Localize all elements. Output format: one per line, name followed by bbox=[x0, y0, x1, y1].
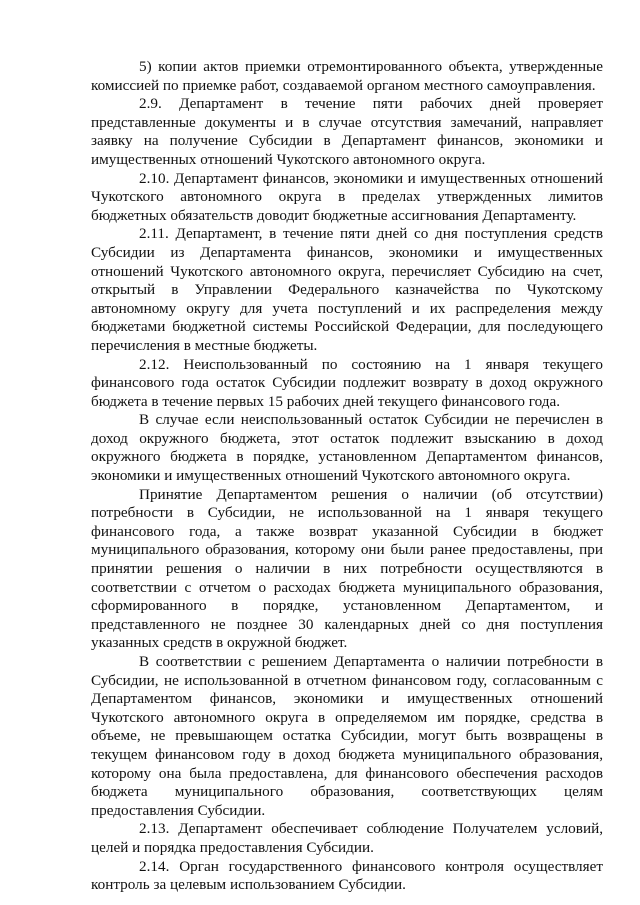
paragraph-2-11: 2.11. Департамент, в течение пяти дней со дня поступления средств Субсидии из Департамента финансов, экономики и имущественных отношений Чукотского автономного округа, перечисляет Субсидию на счет, открытый в Управлении Федерального казначейства по Чукотскому автономному округу для учета поступлений и их распределения между бюджетами бюджетной системы Российской Федерации, для последующего перечисления в местные бюджеты. bbox=[91, 225, 603, 354]
paragraph-2-13: 2.13. Департамент обеспечивает соблюдение Получателем условий, целей и порядка предоставления Субсидии. bbox=[91, 820, 603, 856]
paragraph-need-decision: Принятие Департаментом решения о наличии (об отсутствии) потребности в Субсидии, не использованной на 1 января текущего финансового года, а также возврат указанной Субсидии в бюджет муниципального образования, которому они были ранее предоставлены, при принятии решения о наличии в них потребности осуществляются в соответствии с отчетом о расходах бюджета муниципального образования, сформированного в порядке, установленном Департаментом, и представленного не позднее 30 календарных дней со дня поступления указанных средств в окружной бюджет. bbox=[91, 485, 603, 652]
document-page bbox=[91, 58, 603, 895]
paragraph-item-5-copies-acts: 5) копии актов приемки отремонтированного объекта, утвержденные комиссией по приемке работ, создаваемой органом местного самоуправления. bbox=[91, 58, 603, 94]
paragraph-2-10: 2.10. Департамент финансов, экономики и имущественных отношений Чукотского автономного округа в пределах утвержденных лимитов бюджетных обязательств доводит бюджетные ассигнования Департаменту. bbox=[91, 169, 603, 224]
paragraph-return-funds: В соответствии с решением Департамента о наличии потребности в Субсидии, не использованной в отчетном финансовом году, согласованным с Департаментом финансов, экономики и имущественных отношений Чукотского автономного округа в определяемом им порядке, средства в объеме, не превышающем остатка Субсидии, могут быть возвращены в текущем финансовом году в доход бюджета муниципального образования, которому она была предоставлена, для финансового обеспечения расходов бюджета муниципального образования, соответствующих целям предоставления Субсидии. bbox=[91, 653, 603, 819]
paragraph-2-14: 2.14. Орган государственного финансового контроля осуществляет контроль за целевым использованием Субсидии. bbox=[91, 857, 603, 894]
paragraph-unreturned-balance: В случае если неиспользованный остаток Субсидии не перечислен в доход окружного бюджета, этот остаток подлежит взысканию в доход окружного бюджета в порядке, установленном Департаментом финансов, экономики и имущественных отношений Чукотского автономного округа. bbox=[91, 411, 603, 485]
paragraph-2-9: 2.9. Департамент в течение пяти рабочих дней проверяет представленные документы и в случае отсутствия замечаний, направляет заявку на получение Субсидии в Департамент финансов, экономики и имущественных отношений Чукотского автономного округа. bbox=[91, 95, 603, 168]
paragraph-2-12: 2.12. Неиспользованный по состоянию на 1 января текущего финансового года остаток Субсидии подлежит возврату в доход окружного бюджета в течение первых 15 рабочих дней текущего финансового года. bbox=[91, 355, 603, 410]
